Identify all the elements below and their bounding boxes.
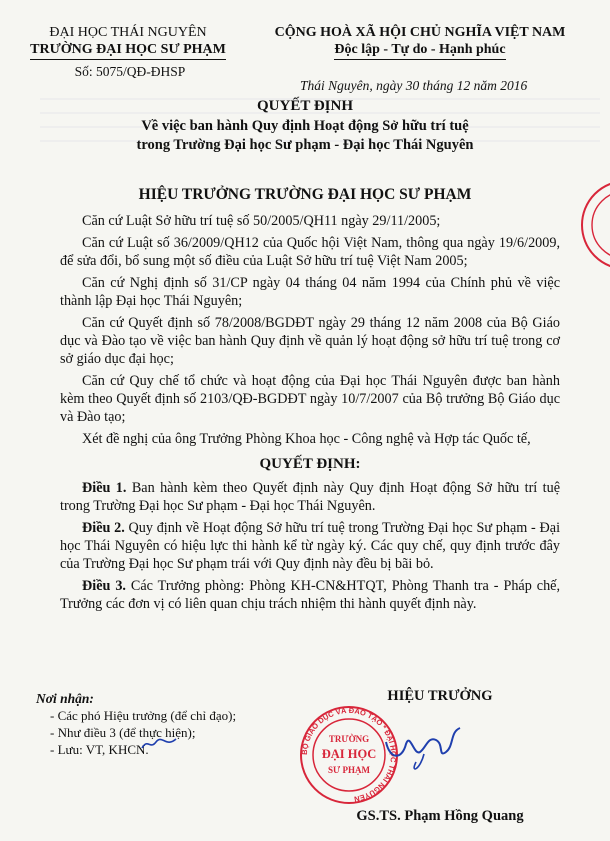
issuer-block <box>28 24 228 60</box>
recipient-item: - Như điều 3 (để thực hiện); <box>50 725 196 740</box>
seal-center-line: ĐẠI HỌC <box>321 747 377 761</box>
recipients-heading: Nơi nhận: <box>36 691 94 706</box>
subtitle-line: trong Trường Đại học Sư phạm - Đại học Thái Nguyên <box>136 137 474 153</box>
decision-heading: QUYẾT ĐỊNH: <box>259 456 361 472</box>
recipient-item: - Lưu: VT, KHCN. <box>50 742 149 757</box>
article-label: Điều 1. <box>82 480 127 496</box>
national-motto: Độc lập - Tự do - Hạnh phúc <box>334 41 505 60</box>
legal-basis: Xét đề nghị của ông Trưởng Phòng Khoa học - Công nghệ và Hợp tác Quốc tế, <box>82 431 531 447</box>
legal-basis: Căn cứ Nghị định số 31/CP ngày 04 tháng 04 năm 1994 của Chính phủ về việc thành lập Đại học Thái Nguyên; <box>60 275 560 309</box>
country-name: CỘNG HOÀ XÃ HỘI CHỦ NGHĨA VIỆT NAM <box>274 25 566 40</box>
issuer-name: TRƯỜNG ĐẠI HỌC SƯ PHẠM <box>30 41 226 60</box>
national-heading <box>255 24 585 60</box>
legal-basis: Căn cứ Quy chế tổ chức và hoạt động của Đại học Thái Nguyên được ban hành kèm theo Quyết định số 2103/QĐ-BGDĐT ngày 10/7/2007 của Bộ trưởng Bộ Giáo dục và Đào tạo; <box>60 373 560 425</box>
document-body <box>60 212 560 617</box>
article-label: Điều 3. <box>82 578 126 594</box>
article-text: Quy định về Hoạt động Sở hữu trí tuệ trong Trường Đại học Sư phạm - Đại học Thái Nguyên có hiệu lực thi hành kể từ ngày ký. Các quy chế, quy định trước đây của Trường Đại học Sư phạm trái với Quy định này đều bị bãi bỏ. <box>60 520 561 572</box>
article <box>60 479 560 515</box>
article <box>60 577 560 613</box>
article-label: Điều 2. <box>82 520 125 536</box>
subtitle-line: Về việc ban hành Quy định Hoạt động Sở hữu trí tuệ <box>141 118 469 134</box>
seal-center-line: TRƯỜNG <box>328 734 370 744</box>
article <box>60 519 560 573</box>
legal-basis: Căn cứ Quyết định số 78/2008/BGDĐT ngày 29 tháng 12 năm 2008 của Bộ Giáo dục và Đào tạo về việc ban hành Quy định về quản lý hoạt động sở hữu trí tuệ trong cơ sở giáo dục đại học; <box>60 315 560 367</box>
handwritten-signature <box>380 712 470 782</box>
issuer-parent: ĐẠI HỌC THÁI NGUYÊN <box>49 25 207 40</box>
place-date: Thái Nguyên, ngày 30 tháng 12 năm 2016 <box>300 78 528 93</box>
signer-name: GS.TS. Phạm Hồng Quang <box>356 808 524 824</box>
document-title: QUYẾT ĐỊNH <box>257 98 353 114</box>
article-text: Các Trưởng phòng: Phòng KH-CN&HTQT, Phòng Thanh tra - Pháp chế, Trưởng các đơn vị có liên quan chịu trách nhiệm thi hành quyết định này. <box>60 578 561 612</box>
article-text: Ban hành kèm theo Quyết định này Quy định Hoạt động Sở hữu trí tuệ trong Trường Đại học Sư phạm - Đại học Thái Nguyên. <box>60 480 560 514</box>
initials-mark <box>140 736 180 752</box>
recipient-item: - Các phó Hiệu trưởng (để chỉ đạo); <box>50 708 237 723</box>
edge-seal <box>578 180 610 270</box>
signer-title: HIỆU TRƯỞNG <box>387 688 493 704</box>
seal-ring-text: BỘ GIÁO DỤC VÀ ĐÀO TẠO * ĐẠI HỌC THÁI NGUYÊN <box>299 705 399 804</box>
legal-basis: Căn cứ Luật Sở hữu trí tuệ số 50/2005/QH11 ngày 29/11/2005; <box>82 213 441 229</box>
legal-basis: Căn cứ Luật số 36/2009/QH12 của Quốc hội Việt Nam, thông qua ngày 19/6/2009, để sửa đổi, bổ sung một số điều của Luật Sở hữu trí tuệ Việt Nam 2005; <box>60 235 560 269</box>
seal-center-line: SƯ PHẠM <box>328 765 370 775</box>
document-subtitle <box>60 117 550 155</box>
document-number: Số: 5075/QĐ-ĐHSP <box>74 64 186 79</box>
issuing-authority: HIỆU TRƯỞNG TRƯỜNG ĐẠI HỌC SƯ PHẠM <box>138 186 472 203</box>
